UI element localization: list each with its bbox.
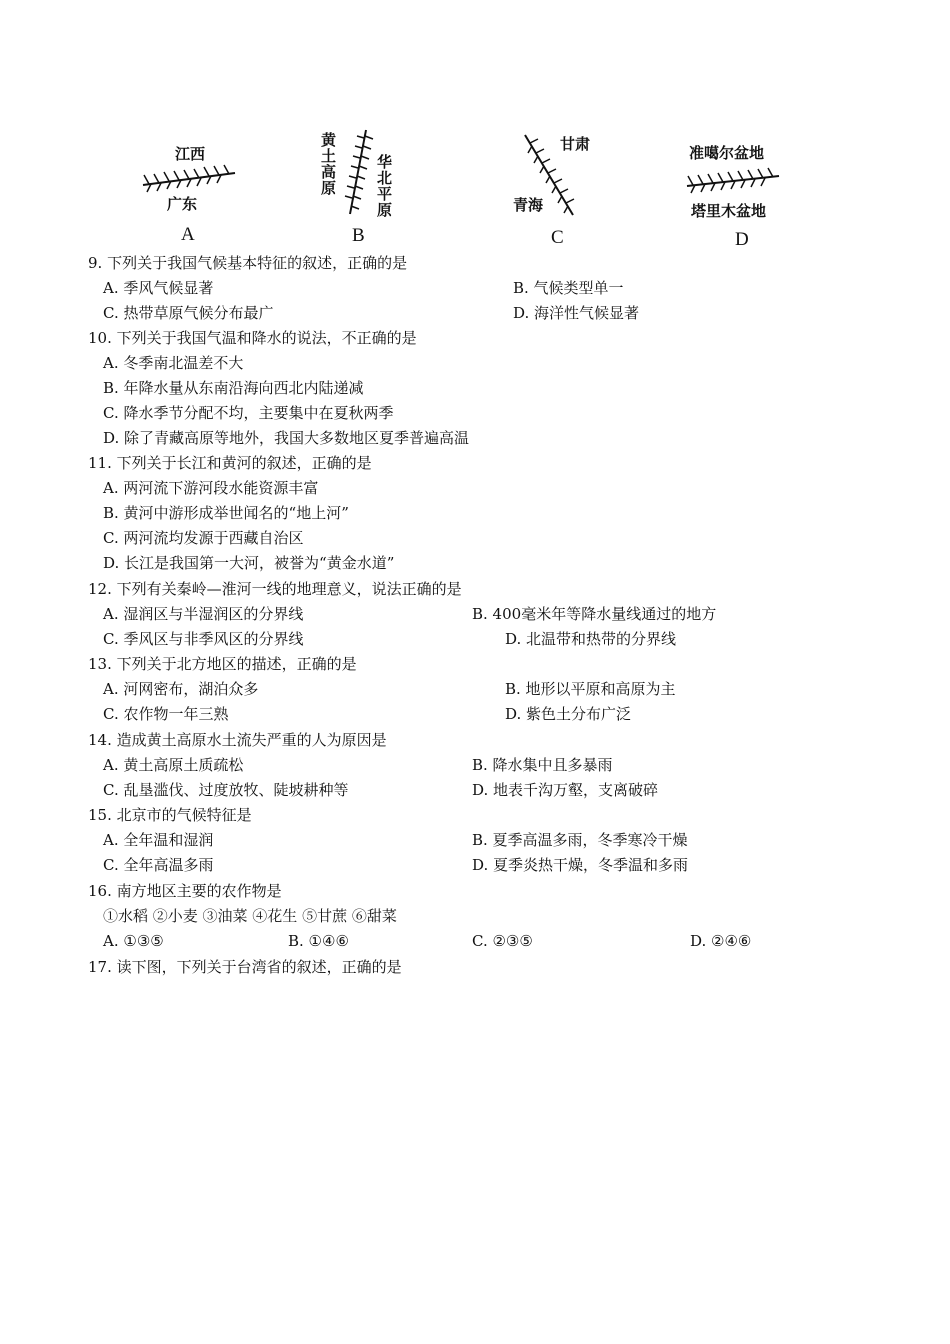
figure-a (135, 140, 245, 245)
question-12-stem: 12. 下列有关秦岭—淮河一线的地理意义，说法正确的是 (88, 580, 462, 598)
figure-b-label-west: 黄土高原 (319, 132, 337, 196)
question-11-option-d: D. 长江是我国第一大河，被誉为“黄金水道” (103, 554, 395, 572)
question-12-option-d: D. 北温带和热带的分界线 (505, 630, 677, 648)
question-9-option-d: D. 海洋性气候显著 (513, 304, 640, 322)
mountain-range-b-symbol (318, 126, 408, 226)
question-13-option-c: C. 农作物一年三熟 (103, 705, 229, 723)
figure-d (683, 140, 793, 250)
question-13-option-b: B. 地形以平原和高原为主 (505, 680, 676, 698)
figure-b-letter: B (352, 225, 365, 246)
question-16-option-c: C. ②③⑤ (472, 932, 533, 950)
mountain-range-d-symbol (683, 140, 793, 210)
figure-d-label-north: 准噶尔盆地 (689, 144, 765, 162)
question-10-option-b: B. 年降水量从东南沿海向西北内陆递减 (103, 379, 364, 397)
question-9-option-a: A. 季风气候显著 (103, 279, 214, 297)
figure-c-label-east: 甘肃 (560, 135, 591, 153)
question-9-option-b: B. 气候类型单一 (513, 279, 624, 297)
question-15-option-a: A. 全年温和湿润 (103, 831, 214, 849)
question-12-option-b: B. 400毫米年等降水量线通过的地方 (472, 605, 717, 623)
question-11-option-a: A. 两河流下游河段水能资源丰富 (103, 479, 319, 497)
question-14-option-d: D. 地表千沟万壑，支离破碎 (472, 781, 659, 799)
question-10-option-a: A. 冬季南北温差不大 (103, 354, 244, 372)
question-11-option-b: B. 黄河中游形成举世闻名的“地上河” (103, 504, 349, 522)
question-13-option-a: A. 河网密布，湖泊众多 (103, 680, 259, 698)
question-10-option-c: C. 降水季节分配不均，主要集中在夏秋两季 (103, 404, 394, 422)
question-14-option-b: B. 降水集中且多暴雨 (472, 756, 613, 774)
question-11-option-c: C. 两河流均发源于西藏自治区 (103, 529, 304, 547)
figure-c (505, 130, 605, 248)
question-16-items: ①水稻 ②小麦 ③油菜 ④花生 ⑤甘蔗 ⑥甜菜 (103, 907, 397, 925)
question-14-option-c: C. 乱垦滥伐、过度放牧、陡坡耕种等 (103, 781, 349, 799)
question-15-option-b: B. 夏季高温多雨，冬季寒冷干燥 (472, 831, 688, 849)
question-9-stem: 9. 下列关于我国气候基本特征的叙述，正确的是 (88, 254, 408, 272)
figure-a-label-north: 江西 (175, 145, 206, 163)
figure-b-label-east: 华北平原 (375, 154, 393, 218)
question-15-option-d: D. 夏季炎热干燥，冬季温和多雨 (472, 856, 689, 874)
question-16-option-a: A. ①③⑤ (103, 932, 164, 950)
figure-d-label-south: 塔里木盆地 (691, 202, 767, 220)
question-15-stem: 15. 北京市的气候特征是 (88, 806, 252, 824)
question-17-stem: 17. 读下图，下列关于台湾省的叙述，正确的是 (88, 958, 402, 976)
figure-a-letter: A (181, 224, 195, 245)
question-15-option-c: C. 全年高温多雨 (103, 856, 214, 874)
question-10-option-d: D. 除了青藏高原等地外，我国大多数地区夏季普遍高温 (103, 429, 470, 447)
figure-b (318, 126, 408, 246)
question-12-option-a: A. 湿润区与半湿润区的分界线 (103, 605, 304, 623)
question-16-option-b: B. ①④⑥ (288, 932, 349, 950)
question-16-option-d: D. ②④⑥ (690, 932, 752, 950)
question-14-stem: 14. 造成黄土高原水土流失严重的人为原因是 (88, 731, 387, 749)
question-16-stem: 16. 南方地区主要的农作物是 (88, 882, 282, 900)
figure-a-label-south: 广东 (167, 195, 198, 213)
question-9-option-c: C. 热带草原气候分布最广 (103, 304, 274, 322)
question-13-stem: 13. 下列关于北方地区的描述，正确的是 (88, 655, 357, 673)
question-14-option-a: A. 黄土高原土质疏松 (103, 756, 244, 774)
question-11-stem: 11. 下列关于长江和黄河的叙述，正确的是 (88, 454, 372, 472)
question-12-option-c: C. 季风区与非季风区的分界线 (103, 630, 304, 648)
figure-d-letter: D (735, 229, 749, 250)
question-13-option-d: D. 紫色土分布广泛 (505, 705, 632, 723)
question-10-stem: 10. 下列关于我国气温和降水的说法，不正确的是 (88, 329, 417, 347)
figure-c-label-west: 青海 (513, 196, 544, 214)
figure-c-letter: C (551, 227, 564, 248)
